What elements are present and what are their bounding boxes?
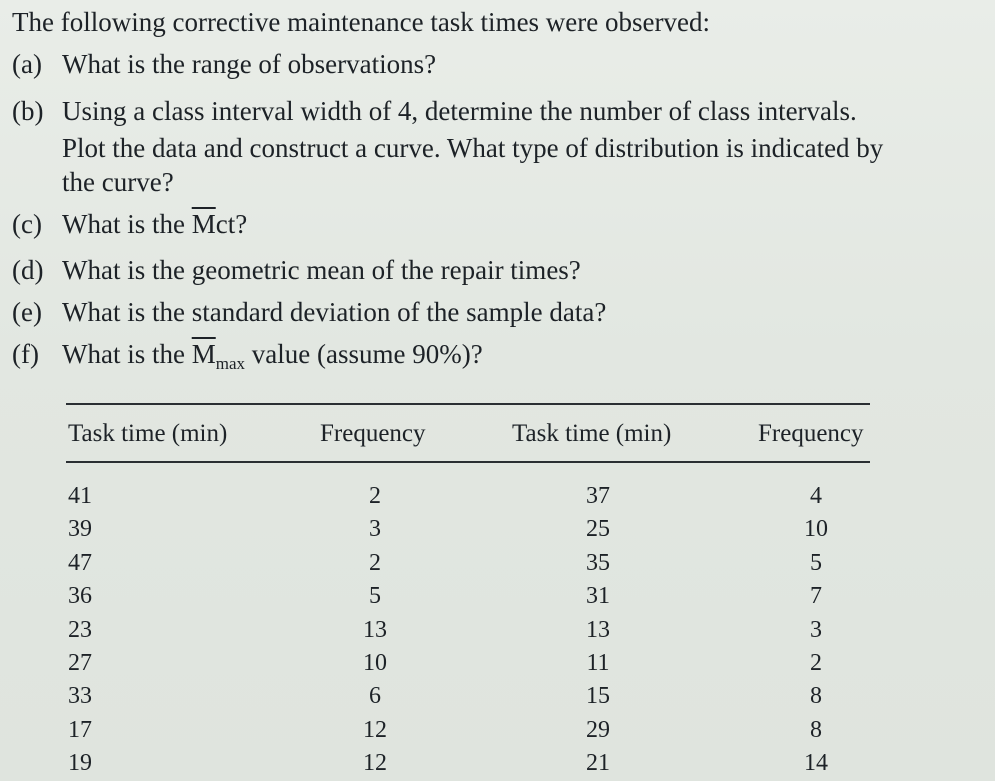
question-a-label: (a) [12, 49, 42, 79]
table-cell: 14 [804, 750, 828, 777]
question-f-text: What is the $\overline{M}_{max}$ value (assume 90%)? [62, 339, 483, 373]
table-cell: 19 [68, 750, 92, 777]
table-cell: 13 [363, 616, 387, 643]
table-cell: 10 [363, 649, 387, 676]
header-frequency-1: Frequency [320, 420, 426, 447]
table-col-frequency-1 [345, 480, 405, 781]
table-top-rule [66, 403, 870, 405]
table-cell: 25 [586, 516, 610, 543]
question-d-text: What is the geometric mean of the repair times? [62, 255, 581, 285]
table-cell: 11 [586, 649, 610, 676]
table-cell: 12 [363, 716, 387, 743]
table-cell: 2 [369, 483, 381, 509]
table-cell: 27 [68, 649, 92, 676]
table-cell: 37 [586, 483, 610, 509]
problem-intro: The following corrective maintenance task times were observed: [12, 7, 710, 37]
table-col-frequency-2 [786, 480, 846, 781]
table-col-task-time-1 [68, 480, 128, 781]
question-c-label: (c) [12, 209, 42, 239]
table-cell: 10 [804, 516, 828, 543]
table-cell: 12 [363, 750, 387, 777]
table-cell: 15 [586, 683, 610, 710]
table-cell: 17 [68, 716, 92, 743]
table-cell: 29 [586, 716, 610, 743]
question-c-text: What is the $\overline{M}ct$? [62, 209, 248, 239]
question-b-label: (b) [12, 96, 44, 126]
table-cell: 35 [586, 549, 610, 576]
table-cell: 8 [810, 683, 822, 710]
table-cell: 5 [810, 549, 822, 576]
table-cell: 21 [586, 750, 610, 777]
table-cell: 13 [586, 616, 610, 643]
table-col-task-time-2 [568, 480, 628, 781]
table-cell: 4 [810, 483, 822, 509]
table-cell: 2 [810, 649, 822, 676]
header-frequency-2: Frequency [758, 420, 864, 447]
table-cell: 36 [68, 583, 92, 610]
question-d-label: (d) [12, 255, 44, 285]
table-cell: 23 [68, 616, 92, 643]
table-cell: 3 [369, 516, 381, 543]
table-cell: 33 [68, 683, 92, 710]
table-cell: 2 [369, 549, 381, 576]
header-task-time-1: Task time (min) [68, 420, 228, 447]
table-cell: 39 [68, 516, 92, 543]
table-cell: 3 [810, 616, 822, 643]
table-cell: 7 [810, 583, 822, 610]
question-f-label: (f) [12, 339, 39, 369]
question-b-line2: Plot the data and construct a curve. What type of distribution is indicated by [62, 133, 884, 163]
table-cell: 8 [810, 716, 822, 743]
table-cell: 6 [369, 683, 381, 710]
question-e-label: (e) [12, 297, 42, 327]
table-cell: 5 [369, 583, 381, 610]
question-b-line3: the curve? [62, 167, 174, 197]
table-cell: 41 [68, 483, 92, 509]
question-a-text: What is the range of observations? [62, 49, 437, 79]
header-bottom-rule [66, 461, 870, 463]
question-e-text: What is the standard deviation of the sample data? [62, 297, 607, 327]
table-cell: 47 [68, 549, 92, 576]
question-b-line1: Using a class interval width of 4, determine the number of class intervals. [62, 96, 857, 126]
header-task-time-2: Task time (min) [512, 420, 672, 447]
table-cell: 31 [586, 583, 610, 610]
